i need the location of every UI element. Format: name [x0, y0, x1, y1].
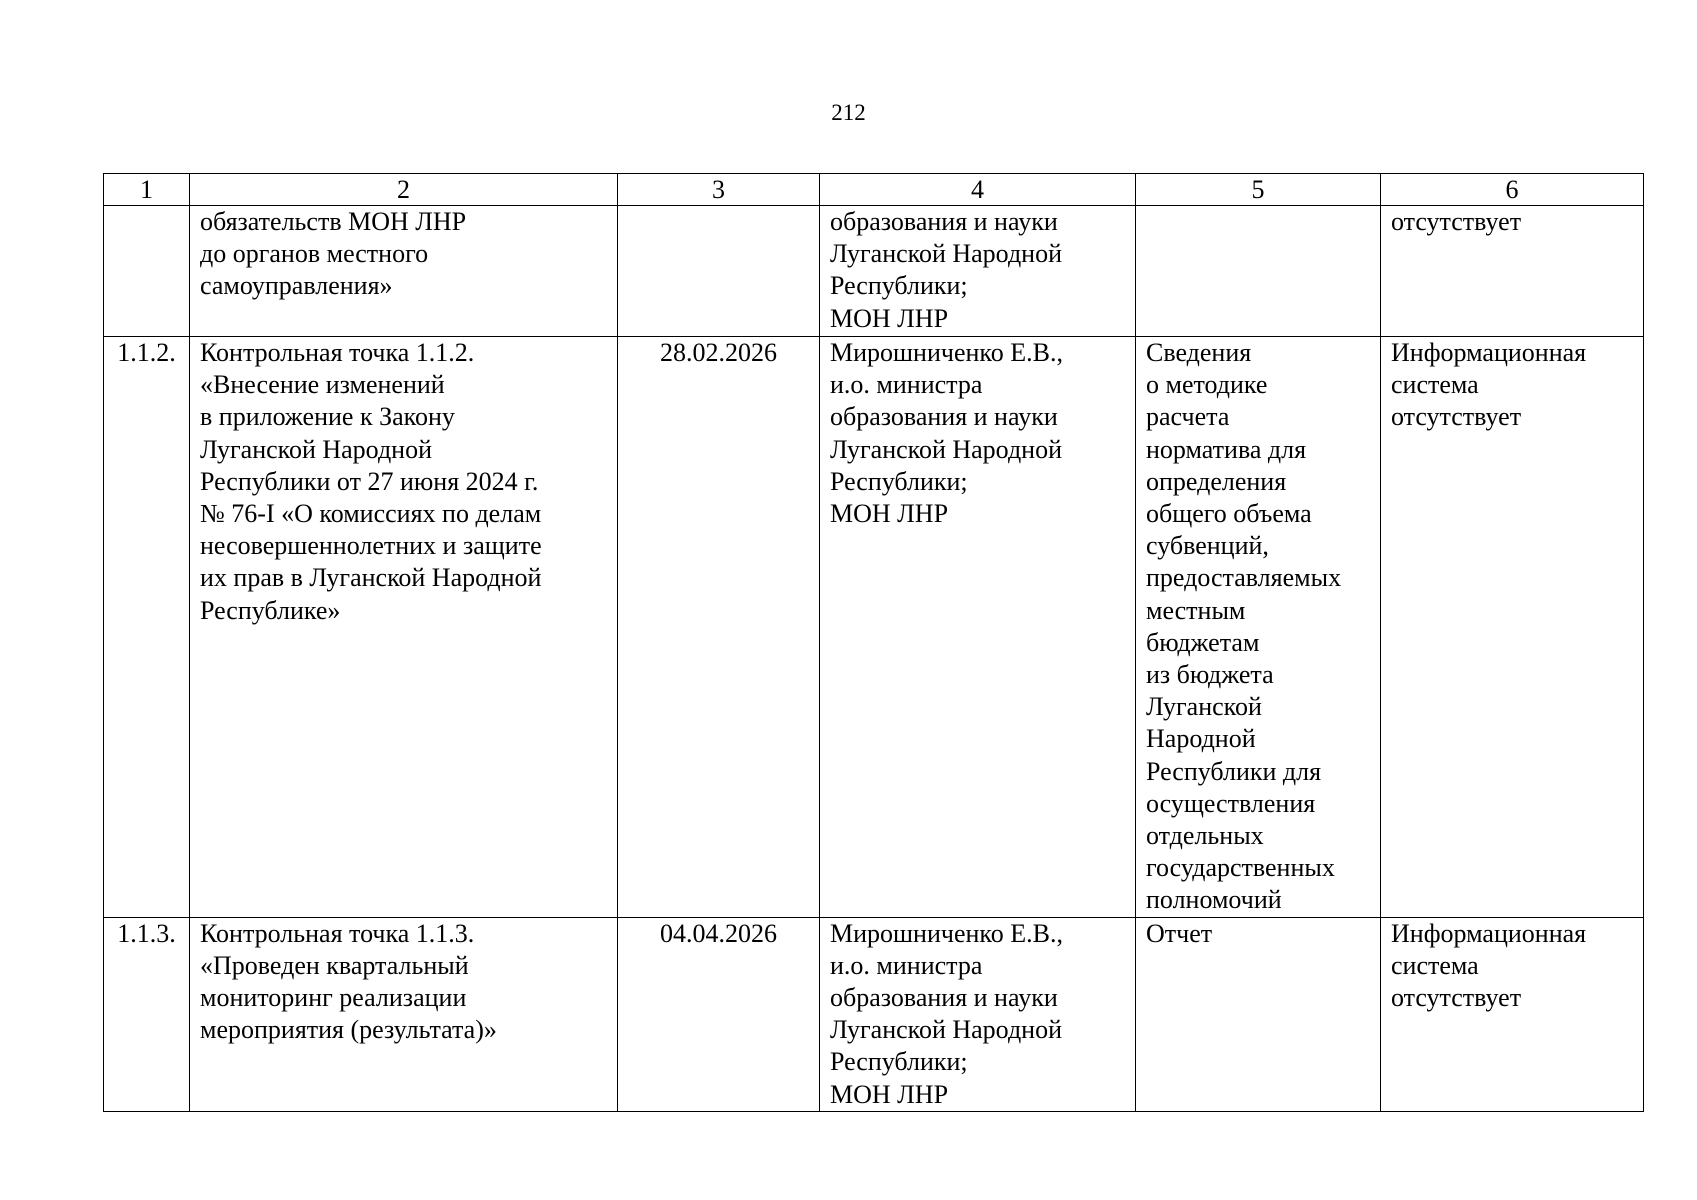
- row-number-cell: [104, 206, 190, 337]
- deadline-cell: 04.04.2026: [618, 917, 820, 1111]
- column-header: 6: [1381, 174, 1644, 206]
- column-header: 5: [1136, 174, 1381, 206]
- responsible-cell: Мирошниченко Е.В., и.о. министра образования и науки Луганской Народной Республики; МОН ЛНР: [820, 917, 1136, 1111]
- deadline-cell: 28.02.2026: [618, 337, 820, 918]
- table-row: [104, 206, 1644, 337]
- document-cell: Сведения о методике расчета норматива для определения общего объема субвенций, предоставляемых местным бюджетам из бюджета Луганской Народной Республики для осуществления отдельных государственных полномочий: [1136, 337, 1381, 918]
- table-header-row: [104, 174, 1644, 206]
- event-name-cell: Контрольная точка 1.1.2. «Внесение изменений в приложение к Закону Луганской Народной Республики от 27 июня 2024 г. № 76-I «О комиссиях по делам несовершеннолетних и защите их прав в Луганской Народной Республике»: [190, 337, 618, 918]
- control-points-table: [103, 173, 1644, 1112]
- responsible-cell: образования и науки Луганской Народной Республики; МОН ЛНР: [820, 206, 1136, 337]
- table-row: [104, 337, 1644, 918]
- column-header: 3: [618, 174, 820, 206]
- row-number-cell: 1.1.2.: [104, 337, 190, 918]
- event-name-cell: обязательств МОН ЛНР до органов местного самоуправления»: [190, 206, 618, 337]
- event-name-cell: Контрольная точка 1.1.3. «Проведен квартальный мониторинг реализации мероприятия (результата)»: [190, 917, 618, 1111]
- table-row: [104, 917, 1644, 1111]
- column-header: 4: [820, 174, 1136, 206]
- column-header: 1: [104, 174, 190, 206]
- responsible-cell: Мирошниченко Е.В., и.о. министра образования и науки Луганской Народной Республики; МОН ЛНР: [820, 337, 1136, 918]
- information-system-cell: Информационная система отсутствует: [1381, 337, 1644, 918]
- column-header: 2: [190, 174, 618, 206]
- page-number: 212: [831, 100, 866, 125]
- document-cell: [1136, 206, 1381, 337]
- deadline-cell: [618, 206, 820, 337]
- row-number-cell: 1.1.3.: [104, 917, 190, 1111]
- information-system-cell: Информационная система отсутствует: [1381, 917, 1644, 1111]
- document-cell: Отчет: [1136, 917, 1381, 1111]
- information-system-cell: отсутствует: [1381, 206, 1644, 337]
